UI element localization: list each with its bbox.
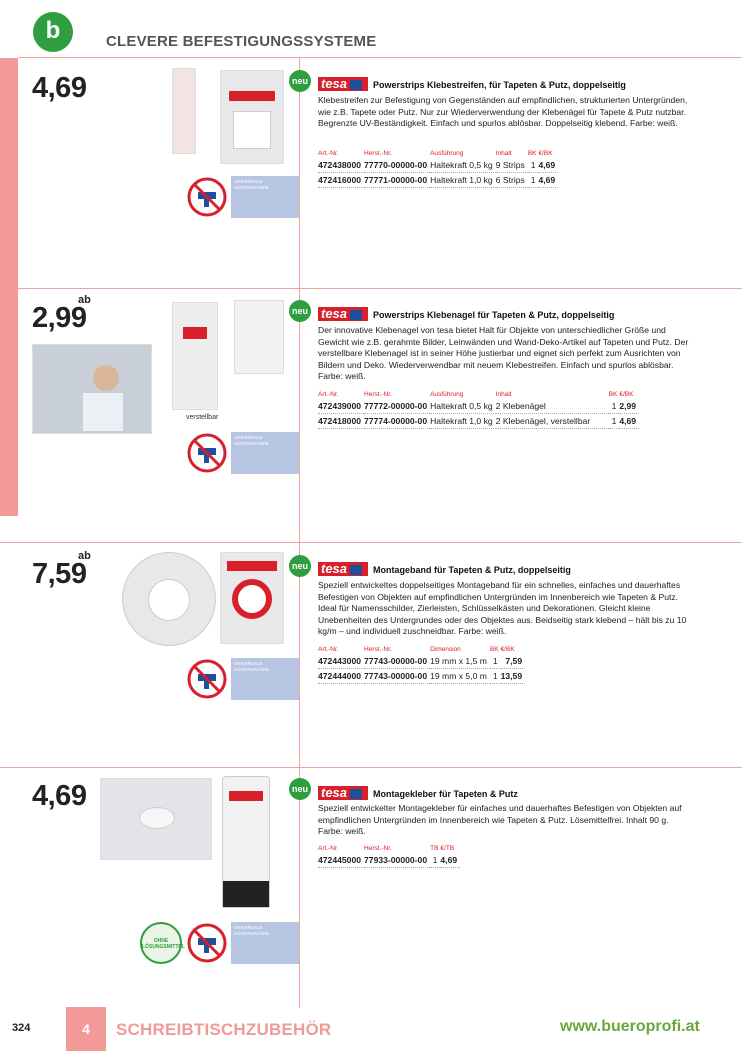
divider <box>0 542 742 543</box>
col-preis: €/TB <box>440 845 455 852</box>
no-drill-icon <box>186 432 228 474</box>
col-art: Art.-Nr. <box>318 845 339 852</box>
art-nr: 472438000 <box>318 158 364 173</box>
no-drill-icon <box>186 658 228 700</box>
ausfuehrung: Haltekraft 1,0 kg <box>430 414 496 429</box>
surface-label-icon: UNIVERSALE UNTERGRÜNDE <box>231 922 299 964</box>
col-preis: €/BK <box>500 646 515 653</box>
col-herst: Herst.-Nr. <box>364 646 392 653</box>
table-row <box>318 158 558 173</box>
art-nr: 472444000 <box>318 669 364 684</box>
table-row <box>318 414 639 429</box>
no-drill-icon <box>186 922 228 964</box>
herst-nr: 77771-00000-00 <box>364 173 430 188</box>
product-table <box>318 149 558 188</box>
page-number: 324 <box>12 1022 31 1034</box>
product-image-tape-package <box>220 552 284 644</box>
product-table <box>318 390 639 429</box>
col-herst: Herst.-Nr. <box>364 391 392 398</box>
col-ausf: Ausführung <box>430 391 464 398</box>
art-nr: 472418000 <box>318 414 364 429</box>
divider <box>0 767 742 768</box>
price: 2,99 <box>32 302 87 334</box>
product-description: Speziell entwickeltes doppelseitiges Montageband für ein schnelles, einfaches und dauerhaftes Befestigen von Objekten auf empfindlichen Untergründen im Innenbereich wie Tapeten & Putz. Ideal für Namensschilder, Zierleisten, Schlüsselkästen und Dekorationen. Gleicht kleine Unebenheiten des Untergrundes oder des Objektes aus. Beidseitig stark klebend – hält bis zu 10 kg/m – und individuell zuschneidbar. Farbe: weiß. <box>318 580 687 637</box>
herst-nr: 77770-00000-00 <box>364 158 430 173</box>
col-bk: BK <box>489 646 499 653</box>
brand-logo: b <box>33 12 73 52</box>
col-inhalt: Inhalt <box>495 391 512 398</box>
bk: 1 <box>528 158 539 173</box>
art-nr: 472416000 <box>318 173 364 188</box>
price-prefix: ab <box>78 550 91 562</box>
bk: 1 <box>490 669 501 684</box>
new-badge: neu <box>289 70 311 92</box>
price-prefix: ab <box>78 294 91 306</box>
section-title: CLEVERE BEFESTIGUNGSSYSTEME <box>106 33 377 50</box>
chapter-number: 4 <box>66 1007 106 1051</box>
col-bk: BK <box>608 391 618 398</box>
row-price: 4,69 <box>619 414 639 429</box>
product-description: Der innovative Klebenagel von tesa bietet Halt für Objekte von unterschiedlicher Größe und Gewicht wie z.B. gerahmte Bilder, Leinwänden und Wand-Deko-Artikel auf Tapeten und Putz. Der verstellbare Klebenagel ist in seiner Höhe justierbar und eignet sich perfekt zum Ausrichten von Bildern und Deko. Wiederverwendbar mit neuem Klebestreifen. Einfach und spurlos ablösbar. Farbe: weiß. <box>318 325 689 382</box>
product-image-tube <box>222 776 270 908</box>
col-dimension: Dimension <box>430 646 461 653</box>
col-ausf: Ausführung <box>430 150 464 157</box>
col-bk: BK <box>527 150 537 157</box>
side-accent-bar <box>0 58 18 516</box>
bk: 1 <box>609 414 620 429</box>
row-price: 2,99 <box>619 399 639 414</box>
row-price: 4,69 <box>538 173 558 188</box>
art-nr: 472439000 <box>318 399 364 414</box>
table-row <box>318 853 460 868</box>
column-divider <box>299 58 300 1008</box>
col-preis: €/BK <box>619 391 634 398</box>
col-herst: Herst.-Nr. <box>364 845 392 852</box>
tesa-logo: tesa <box>318 307 368 321</box>
row-price: 13,59 <box>501 669 526 684</box>
price: 4,69 <box>32 72 87 104</box>
art-nr: 472443000 <box>318 654 364 669</box>
table-row <box>318 654 525 669</box>
tesa-logo: tesa <box>318 77 368 91</box>
herst-nr: 77743-00000-00 <box>364 654 430 669</box>
divider <box>18 57 742 58</box>
herst-nr: 77774-00000-00 <box>364 414 430 429</box>
col-inhalt: Inhalt <box>495 150 512 157</box>
dimension: 19 mm x 5,0 m <box>430 669 490 684</box>
tesa-logo: tesa <box>318 786 368 800</box>
surface-label-icon: UNIVERSALE UNTERGRÜNDE <box>231 432 299 474</box>
herst-nr: 77743-00000-00 <box>364 669 430 684</box>
bk: 1 <box>528 173 539 188</box>
image-caption: verstellbar <box>186 414 219 421</box>
herst-nr: 77772-00000-00 <box>364 399 430 414</box>
bk: 1 <box>609 399 620 414</box>
product-table <box>318 844 460 868</box>
surface-label-icon: UNIVERSALE UNTERGRÜNDE <box>231 658 299 700</box>
divider <box>0 288 742 289</box>
product-image-nail-2 <box>234 300 284 374</box>
price: 4,69 <box>32 780 87 812</box>
tesa-logo: tesa <box>318 562 368 576</box>
product-title: Powerstrips Klebestreifen, für Tapeten & Putz, doppelseitig <box>373 80 626 90</box>
inhalt: 2 Klebenägel, verstellbar <box>496 414 609 429</box>
new-badge: neu <box>289 778 311 800</box>
product-photo-ceiling <box>100 778 212 860</box>
table-row <box>318 173 558 188</box>
tb: 1 <box>430 853 440 868</box>
eco-badge-icon: OHNE LÖSUNGSMITTEL <box>140 922 182 964</box>
row-price: 4,69 <box>538 158 558 173</box>
col-art: Art.-Nr. <box>318 391 339 398</box>
table-row <box>318 399 639 414</box>
product-image-tape-roll <box>122 552 216 646</box>
ausfuehrung: Haltekraft 0,5 kg <box>430 399 496 414</box>
website-link[interactable]: www.bueroprofi.at <box>560 1018 700 1035</box>
product-description: Klebestreifen zur Befestigung von Gegenständen auf empfindlichen, strukturierten Untergründen, wie z.B. Tapete oder Putz. Nur zur Wiederverwendung der Klebenägel für Tapete & Putz nutzbar. Begrenzte UV-Beständigkeit. Einfach und spurlos ablösbar. Doppelseitig klebend. Farbe: weiß. <box>318 95 688 129</box>
product-title: Montagekleber für Tapeten & Putz <box>373 789 518 799</box>
inhalt: 9 Strips <box>496 158 528 173</box>
ausfuehrung: Haltekraft 1,0 kg <box>430 173 496 188</box>
product-table <box>318 645 525 684</box>
surface-label-icon: UNIVERSALE UNTERGRÜNDE <box>231 176 299 218</box>
table-row <box>318 669 525 684</box>
new-badge: neu <box>289 300 311 322</box>
product-description: Speziell entwickelter Montagekleber für einfaches und dauerhaftes Befestigen von Objekten auf empfindlichen Untergründen im Innenbereich wie Tapeten & Putz. Lösemittelfrei. Inhalt 90 g. Farbe: weiß. <box>318 803 682 837</box>
col-preis: €/BK <box>538 150 553 157</box>
inhalt: 6 Strips <box>496 173 528 188</box>
dimension: 19 mm x 1,5 m <box>430 654 490 669</box>
product-title: Powerstrips Klebenagel für Tapeten & Putz, doppelseitig <box>373 310 615 320</box>
product-image-nail <box>172 302 218 410</box>
row-price: 7,59 <box>501 654 526 669</box>
product-image-package <box>220 70 284 164</box>
chapter-title: SCHREIBTISCHZUBEHÖR <box>116 1020 332 1039</box>
col-art: Art.-Nr. <box>318 646 339 653</box>
product-image-strip <box>172 68 196 154</box>
ausfuehrung: Haltekraft 0,5 kg <box>430 158 496 173</box>
bk: 1 <box>490 654 501 669</box>
inhalt: 2 Klebenägel <box>496 399 609 414</box>
product-photo-woman <box>32 344 152 434</box>
col-tb: TB <box>430 845 439 852</box>
col-art: Art.-Nr. <box>318 150 339 157</box>
art-nr: 472445000 <box>318 853 364 868</box>
product-title: Montageband für Tapeten & Putz, doppelseitig <box>373 565 571 575</box>
no-drill-icon <box>186 176 228 218</box>
row-price: 4,69 <box>440 853 460 868</box>
col-herst: Herst.-Nr. <box>364 150 392 157</box>
new-badge: neu <box>289 555 311 577</box>
herst-nr: 77933-00000-00 <box>364 853 430 868</box>
price: 7,59 <box>32 558 87 590</box>
